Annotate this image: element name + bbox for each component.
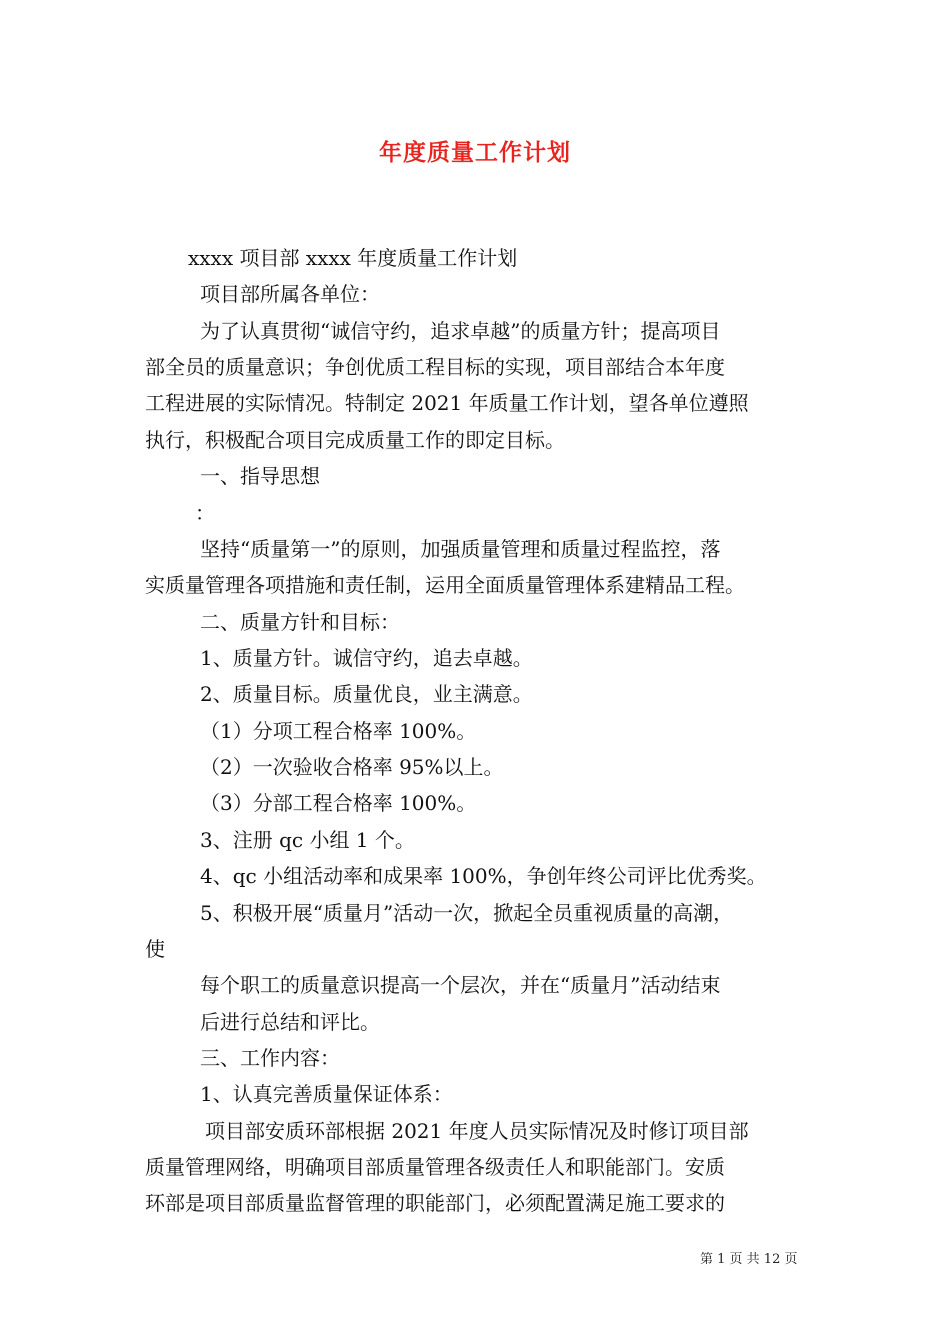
paragraph-line: 坚持“质量第一”的原则，加强质量管理和质量过程监控，落 (200, 537, 721, 561)
list-item: （3）分部工程合格率 100%。 (200, 791, 477, 815)
list-item: 2、质量目标。质量优良，业主满意。 (200, 682, 533, 706)
paragraph-line: 为了认真贯彻“诚信守约，追求卓越”的质量方针；提高项目 (200, 319, 721, 343)
paragraph-line: 使 (145, 937, 165, 961)
section-heading: 三、工作内容： (200, 1046, 340, 1070)
subtitle-line: xxxx 项目部 xxxx 年度质量工作计划 (188, 246, 518, 270)
salutation-line: 项目部所属各单位： (200, 282, 380, 306)
paragraph-line: 实质量管理各项措施和责任制，运用全面质量管理体系建精品工程。 (145, 573, 745, 597)
page-number: 第 1 页 共 12 页 (700, 1252, 798, 1267)
paragraph-line: ： (195, 501, 215, 525)
paragraph-line: 执行，积极配合项目完成质量工作的即定目标。 (145, 428, 565, 452)
paragraph-line: 质量管理网络，明确项目部质量管理各级责任人和职能部门。安质 (145, 1155, 725, 1179)
list-item: 1、认真完善质量保证体系： (200, 1082, 453, 1106)
section-heading: 一、指导思想 (200, 464, 320, 488)
section-heading: 二、质量方针和目标： (200, 610, 400, 634)
list-item: 4、qc 小组活动率和成果率 100%，争创年终公司评比优秀奖。 (200, 864, 767, 888)
paragraph-line: 环部是项目部质量监督管理的职能部门，必须配置满足施工要求的 (145, 1191, 725, 1215)
paragraph-line: 每个职工的质量意识提高一个层次，并在“质量月”活动结束 (200, 973, 721, 997)
paragraph-line: 部全员的质量意识；争创优质工程目标的实现，项目部结合本年度 (145, 355, 725, 379)
list-item: 5、积极开展“质量月”活动一次，掀起全员重视质量的高潮， (200, 901, 734, 925)
list-item: 1、质量方针。诚信守约，追去卓越。 (200, 646, 533, 670)
paragraph-line: 项目部安质环部根据 2021 年度人员实际情况及时修订项目部 (205, 1119, 749, 1143)
list-item: （2）一次验收合格率 95%以上。 (200, 755, 504, 779)
list-item: （1）分项工程合格率 100%。 (200, 719, 477, 743)
document-title: 年度质量工作计划 (379, 139, 571, 166)
paragraph-line: 工程进展的实际情况。特制定 2021 年质量工作计划，望各单位遵照 (145, 391, 749, 415)
paragraph-line: 后进行总结和评比。 (200, 1010, 380, 1034)
list-item: 3、注册 qc 小组 1 个。 (200, 828, 415, 852)
